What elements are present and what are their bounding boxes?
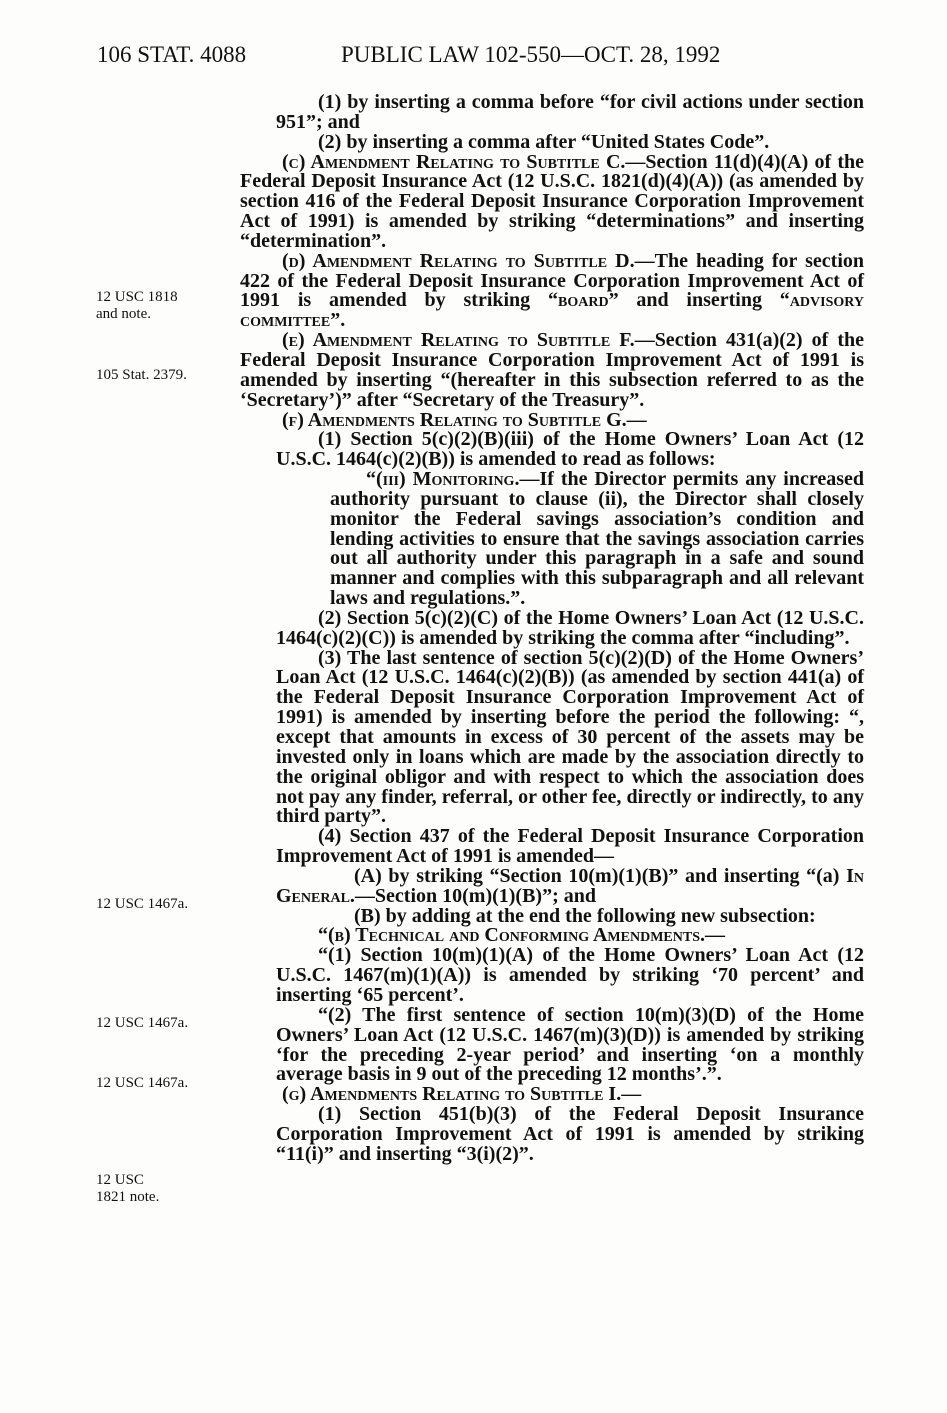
quoted-subsection-b-heading: “(b) Technical and Conforming Amendments.: [318, 924, 705, 947]
margin-note-2: 105 Stat. 2379.: [96, 367, 187, 383]
subsection-d-text-3: ”.: [330, 309, 346, 332]
page-header: [0, 42, 947, 72]
law-title-line: PUBLIC LAW 102-550—OCT. 28, 1992: [341, 42, 721, 67]
subsection-c-heading: (c) Amendment Relating to Subtitle C.: [282, 150, 626, 173]
subsection-c-text: —Section 11(d)(4)(A) of the Federal Deposit Insurance Act (12 U.S.C. 1821(d)(4)(A)) (as amended by section 416 of the Federal Deposit Insurance Corporation Improvement Act of 1991) is amended by striking “determinations” and inserting “determination”.: [240, 150, 864, 252]
quoted-paragraph-2: “(2) The first sentence of section 10(m)(3)(D) of the Home Owners’ Loan Act (12 U.S.C. 1467(m)(3)(D)) is amended by striking ‘for the preceding 2-year period’ and inserting ‘on a monthly average basis in 9 out of the preceding 12 months’.”.: [276, 1003, 864, 1086]
paragraph-f1: (1) Section 5(c)(2)(B)(iii) of the Home Owners’ Loan Act (12 U.S.C. 1464(c)(2)(B)) is amended to read as follows:: [276, 428, 864, 471]
subsection-e: [240, 331, 864, 410]
subparagraph-a-term: In General.: [276, 864, 864, 907]
quoted-clause-text: —If the Director permits any increased authority pursuant to clause (ii), the Director shall closely monitor the Federal savings association’s condition and lending activities to ensure that the savings association carries out all authority under this paragraph in a safe and sound manner and complies with this subparagraph and all relevant laws and regulations.”.: [330, 468, 864, 610]
quoted-subsection-b-text: —: [704, 924, 725, 947]
paragraph-f2: (2) Section 5(c)(2)(C) of the Home Owners’ Loan Act (12 U.S.C. 1464(c)(2)(C)) is amended by striking the comma after “including”.: [276, 606, 864, 649]
margin-note-4: 12 USC 1467a.: [96, 1015, 189, 1031]
subsection-g-heading: (g) Amendments Relating to Subtitle I.: [282, 1083, 622, 1106]
stat-page-number: 106 STAT. 4088: [97, 42, 247, 67]
subsection-d-term-1: board: [558, 289, 609, 312]
subparagraph-b: (B) by adding at the end the following new subsection:: [354, 904, 816, 927]
subsection-d-term-2: advisory committee: [240, 289, 864, 332]
quoted-clause-heading: “(iii) Monitoring.: [366, 468, 520, 491]
subsection-d-text-2: ” and inserting “: [608, 289, 790, 312]
subsection-f-text: —: [626, 408, 647, 431]
subsection-e-text: —Section 431(a)(2) of the Federal Deposit Insurance Corporation Improvement Act of 1991 is amended by inserting “(hereafter in this subsection referred to as the ‘Secretary’)” after “Secretary of the Treasury”.: [240, 329, 864, 411]
paragraph-f3: (3) The last sentence of section 5(c)(2)(D) of the Home Owners’ Loan Act (12 U.S.C. 1464(c)(2)(B)) (as amended by section 441(a) of the Federal Deposit Insurance Corporation Improvement Act of 1991) is amended by inserting before the period the following: “, except that amounts in excess of 30 percent of the assets may be invested only in loans which are made by the association directly to the original obligor and with respect to which the association does not pay any finder, referral, or other fee, directly or indirectly, to any third party”.: [276, 646, 864, 828]
subparagraph-a-text-2: —Section 10(m)(1)(B)”; and: [354, 884, 596, 907]
margin-note-5: 12 USC 1467a.: [96, 1075, 189, 1091]
margin-note-6: 12 USC 1821 note.: [96, 1172, 160, 1205]
subsection-c: [240, 150, 864, 252]
subsection-d-text-1: —The heading for section 422 of the Federal Deposit Insurance Corporation Improvement Act of 1991 is amended by striking “: [240, 249, 865, 312]
margin-note-1: 12 USC 1818 and note.: [96, 289, 178, 322]
quoted-clause-iii: [240, 470, 864, 609]
subsection-d-heading: (d) Amendment Relating to Subtitle D.: [282, 249, 635, 272]
subparagraph-a-text-1: (A) by striking “Section 10(m)(1)(B)” and inserting “(a): [354, 864, 847, 887]
subsection-g-text: —: [621, 1083, 642, 1106]
paragraph-g1: (1) Section 451(b)(3) of the Federal Deposit Insurance Corporation Improvement Act of 1991 is amended by striking “11(i)” and inserting “3(i)(2)”.: [276, 1103, 864, 1165]
subsection-f-heading: (f) Amendments Relating to Subtitle G.: [282, 408, 627, 431]
quoted-paragraph-1: “(1) Section 10(m)(1)(A) of the Home Owners’ Loan Act (12 U.S.C. 1467(m)(1)(A)) is amended by striking ‘70 percent’ and inserting ‘65 percent’.: [276, 944, 864, 1006]
paragraph-f4: (4) Section 437 of the Federal Deposit Insurance Corporation Improvement Act of 1991 is amended—: [276, 825, 864, 868]
paragraph-2: (2) by inserting a comma after “United States Code”.: [318, 130, 770, 153]
statute-body: [240, 93, 864, 1165]
subsection-e-heading: (e) Amendment Relating to Subtitle F.: [282, 329, 635, 352]
subparagraph-a: [240, 864, 864, 907]
paragraph-1: (1) by inserting a comma before “for civil actions under section 951”; and: [276, 91, 864, 133]
subsection-d: [240, 249, 865, 332]
margin-note-3: 12 USC 1467a.: [96, 896, 189, 912]
